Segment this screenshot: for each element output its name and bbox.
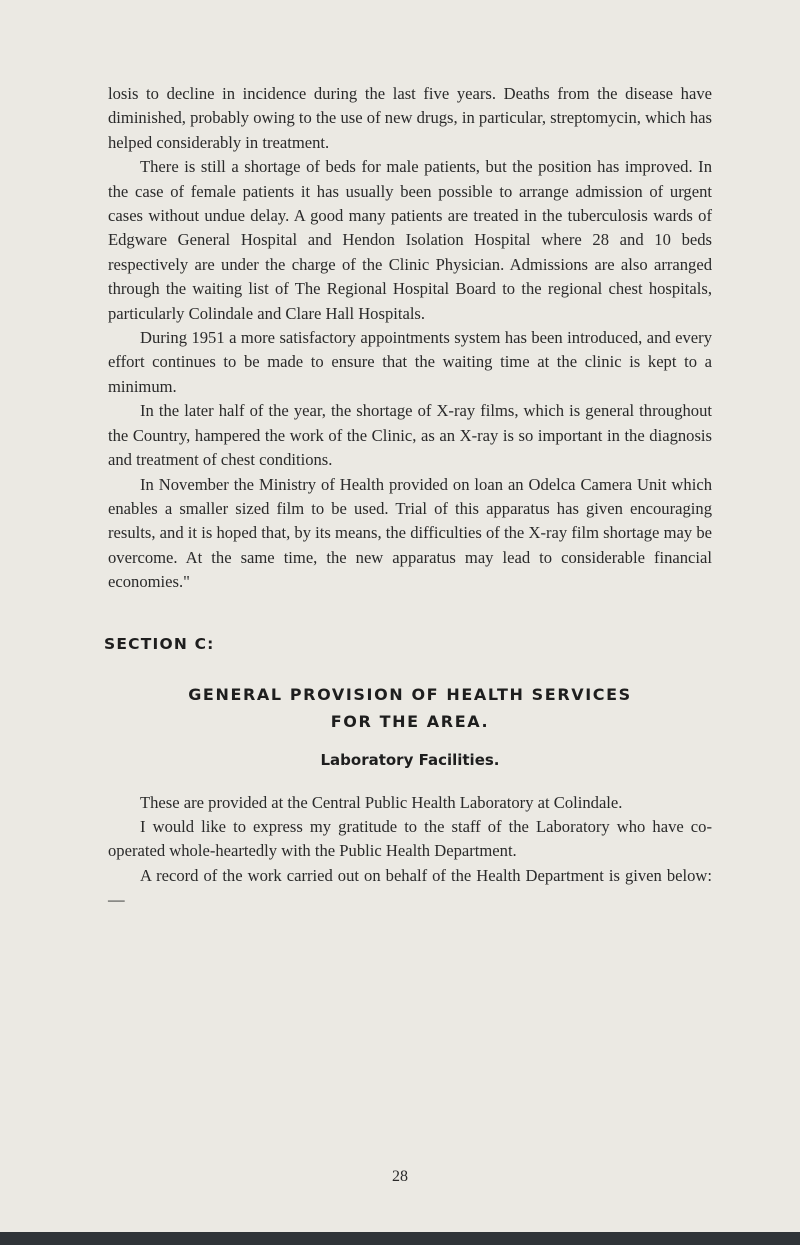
section-heading-line-1: GENERAL PROVISION OF HEALTH SERVICES [188, 684, 632, 704]
paragraph-xray-shortage: In the later half of the year, the shortage of X-ray films, which is general throughout the Country, hampered the work of the Clinic, as an X-ray is so important in the diagnosis and treatment of chest conditions. [108, 401, 712, 470]
page-number: 28 [392, 1168, 408, 1185]
section-heading-line-2: FOR THE AREA. [330, 711, 490, 731]
section-label: SECTION C: [104, 634, 215, 653]
paragraph-gratitude: I would like to express my gratitude to the staff of the Laboratory who have co-operated whole-heartedly with the Public Health Department. [108, 816, 712, 861]
section-heading [108, 681, 712, 735]
paragraph-central-laboratory: These are provided at the Central Public Health Laboratory at Colindale. [140, 792, 623, 812]
page-content [104, 82, 712, 913]
subheading-laboratory-facilities: Laboratory Facilities. [320, 750, 500, 769]
paragraph-bed-shortage: There is still a shortage of beds for male patients, but the position has improved. In the case of female patients it has usually been possible to arrange admission of urgent cases without undue delay. A good many patients are treated in the tuberculosis wards of Edgware General Hospital and Hendon Isolation Hospital where 28 and 10 beds respectively are under the charge of the Clinic Physician. Admissions are also arranged through the waiting list of The Regional Hospital Board to the regional chest hospitals, particularly Colindale and Clare Hall Hospitals. [108, 157, 712, 323]
scan-edge-strip [0, 1232, 800, 1245]
paragraph-work-record: A record of the work carried out on behalf of the Health Department is given below:— [108, 865, 712, 910]
paragraph-tuberculosis-decline: losis to decline in incidence during the last five years. Deaths from the disease have diminished, probably owing to the use of new drugs, in particular, streptomycin, which has helped considerably in treatment. [108, 84, 712, 152]
paragraph-appointments-system: During 1951 a more satisfactory appointments system has been introduced, and every effort continues to be made to ensure that the waiting time at the clinic is kept to a minimum. [108, 328, 712, 396]
paragraph-odelca-camera: In November the Ministry of Health provided on loan an Odelca Camera Unit which enables a smaller sized film to be used. Trial of this apparatus has given encouraging results, and it is hoped that, by its means, the difficulties of the X-ray film shortage may be overcome. At the same time, the new apparatus may lead to considerable financial economies." [108, 474, 712, 592]
